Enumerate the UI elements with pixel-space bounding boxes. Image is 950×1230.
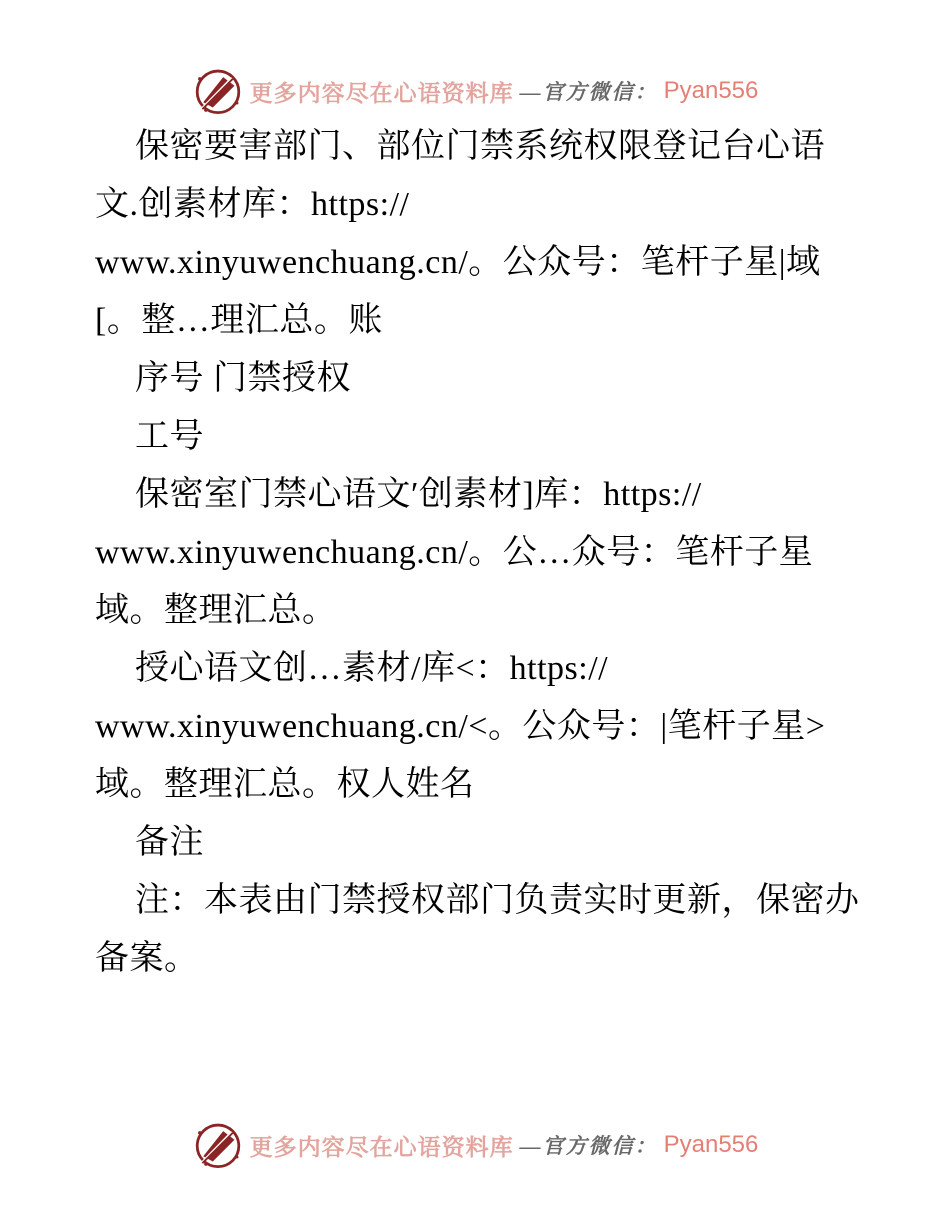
document-line: 保密要害部门、部位门禁系统权限登记台心语 [135,128,825,165]
document-line: 授心语文创…素材/库<：https:// [135,650,609,687]
document-line: 备案。 [95,940,199,977]
document-line: 域。整理汇总。权人姓名 [95,766,475,803]
watermark-wechat-id: Pyan556 [663,1131,759,1158]
footer-watermark [0,1118,950,1172]
header-watermark [0,64,950,118]
watermark-label: —官方微信： [519,1134,658,1158]
pen-nib-circle-logo-icon [192,1118,244,1172]
pen-nib-circle-logo-icon [192,64,244,118]
document-line: 保密室门禁心语文′创素材]库：https:// [135,476,702,513]
document-line: 备注 [135,824,204,861]
document-line: www.xinyuwenchuang.cn/。公众号：笔杆子星|域 [95,244,821,281]
watermark-wechat-id: Pyan556 [663,77,759,104]
document-line: 注：本表由门禁授权部门负责实时更新，保密办 [135,882,860,919]
watermark-brand-text: 更多内容尽在心语资料库 [249,80,514,106]
document-line: 域。整理汇总。 [95,592,337,629]
document-line: 工号 [135,418,204,455]
watermark-brand-text: 更多内容尽在心语资料库 [249,1134,514,1160]
document-line: www.xinyuwenchuang.cn/<。公众号：|笔杆子星> [95,708,826,745]
watermark-label: —官方微信： [519,80,658,104]
document-body [95,118,867,988]
document-line: 文.创素材库：https:// [95,186,410,223]
document-line: 序号 门禁授权 [135,360,351,397]
document-line: www.xinyuwenchuang.cn/。公…众号：笔杆子星 [95,534,814,571]
document-line: [。整…理汇总。账 [95,302,383,339]
